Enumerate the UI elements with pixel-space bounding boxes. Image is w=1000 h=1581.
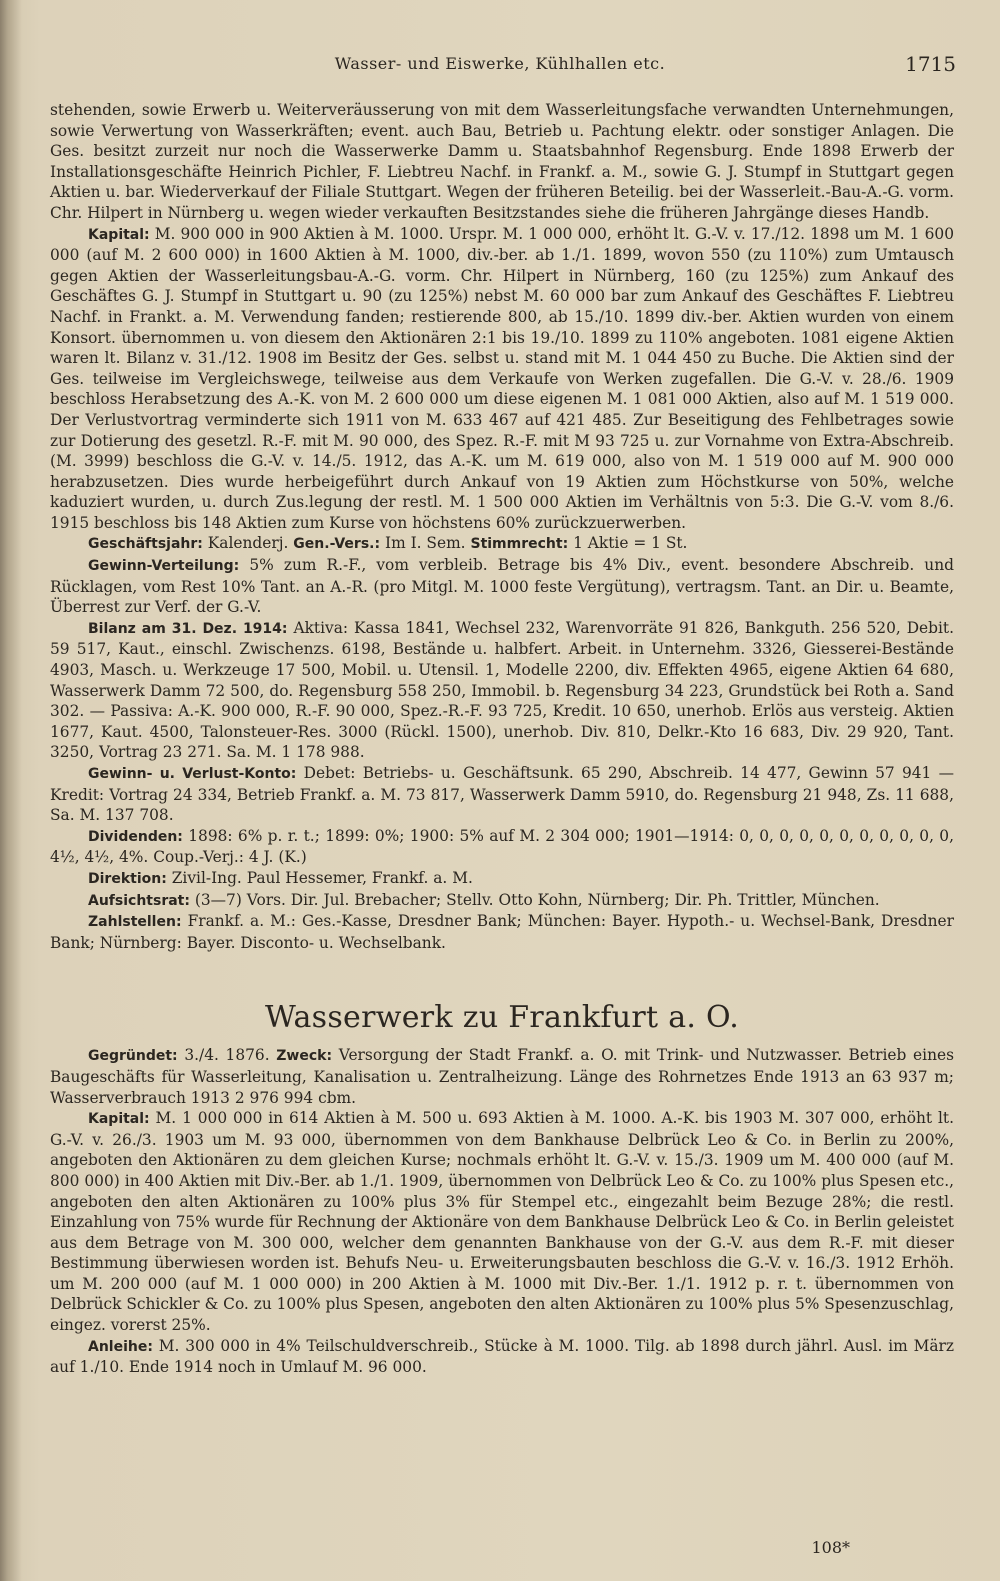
direktion-label: Direktion:: [88, 870, 167, 887]
kapital-text: M. 900 000 in 900 Aktien à M. 1000. Urspr. M. 1 000 000, erhöht lt. G.-V. v. 17./12. 1898 um M. 1 600 000 (auf M. 2 600 000) in 1600 Aktien à M. 1000, div.-ber. ab 1./1. 1899, wovon 550 (zu 110%) zum Umtausch gegen Aktien der Wasserleitungsbau-A.-G. vorm. Chr. Hilpert in Nürnberg, 160 (zu 125%) zum Ankauf des Geschäftes G. J. Stumpf in Stuttgart u. 90 (zu 125%) nebst M. 60 000 bar zum Ankauf des Geschäftes F. Liebtreu Nachf. in Frankt. a. M. Verwendung fanden; restierende 800, ab 15./10. 1899 div.-ber. Aktien wurden von einem Konsort. übernommen u. von diesem den Aktionären 2:1 bis 19./10. 1899 zu 110% angeboten. 1081 eigene Aktien waren lt. Bilanz v. 31./12. 1908 im Besitz der Ges. selbst u. stand mit M. 1 044 450 zu Buche. Die Aktien sind der Ges. teilweise im Vergleichswege, teilweise aus dem Verkaufe von Werken zugefallen. Die G.-V. v. 28./6. 1909 beschloss Herabsetzung des A.-K. von M. 2 600 000 um diese eigenen M. 1 081 000 Aktien, also auf M. 1 519 000. Der Verlustvortrag verminderte sich 1911 von M. 633 467 auf 421 485. Zur Beseitigung des Fehlbetrages sowie zur Dotierung des gesetzl. R.-F. mit M. 90 000, des Spez. R.-F. mit M 93 725 u. zur Vornahme von Extra-Abschreib. (M. 3999) beschloss die G.-V. v. 14./5. 1912, das A.-K. um M. 619 000, also von M. 1 519 000 auf M. 900 000 herabzusetzen. Dies wurde herbeigeführt durch Ankauf von 19 Aktien zum Höchstkurse von 50%, welche kaduziert wurden, u. durch Zus.legung der restl. M. 1 500 000 Aktien im Verhältnis von 5:3. Die G.-V. vom 8./6. 1915 beschloss bis 148 Aktien zum Kurse von höchstens 60% zurückzuerwerben.: [50, 224, 954, 532]
genvers-label: Gen.-Vers.:: [293, 536, 381, 553]
gegruendet-text: 3./4. 1876.: [184, 1046, 270, 1065]
running-title: Wasser- und Eiswerke, Kühlhallen etc.: [334, 54, 666, 73]
gewinn-paragraph: [50, 555, 954, 618]
signature-mark: 108*: [811, 1538, 850, 1557]
gegruendet-paragraph: [50, 1045, 954, 1108]
section1-intro: stehenden, sowie Erwerb u. Weiterveräusserung von mit dem Wasserleitungsfache verwandten Unternehmungen, sowie Verwertung von Wasserkräften; event. auch Bau, Betrieb u. Pachtung elektr. oder sonstiger Anlagen. Die Ges. besitzt zurzeit nur noch die Wasserwerke Damm u. Staatsbahnhof Regensburg. Ende 1898 Erwerb der Installationsgeschäfte Heinrich Pichler, F. Liebtreu Nachf. in Frankf. a. M., sowie G. J. Stumpf in Stuttgart gegen Aktien u. bar. Wiederverkauf der Filiale Stuttgart. Wegen der früheren Beteilig. bei der Wasserleit.-Bau-A.-G. vorm. Chr. Hilpert in Nürnberg u. wegen wieder verkauften Besitzstandes siehe die früheren Jahrgänge dieses Handb.: [50, 101, 954, 222]
dividenden-text: 1898: 6% p. r. t.; 1899: 0%; 1900: 5% auf M. 2 304 000; 1901—1914: 0, 0, 0, 0, 0, 0, 0, 0, 0, 0, 0, 4½, 4½, 4%. Coup.-Verj.: 4 J. (K.): [50, 826, 954, 867]
genvers-text: Im I. Sem.: [385, 534, 466, 553]
gegruendet-label: Gegründet:: [88, 1048, 178, 1065]
kapital2-label: Kapital:: [88, 1111, 150, 1128]
anleihe-paragraph: [50, 1336, 954, 1378]
zahlstellen-text: Frankf. a. M.: Ges.-Kasse, Dresdner Bank; München: Bayer. Hypoth.- u. Wechsel-Bank, Dresdner Bank; Nürnberg: Bayer. Disconto- u. Wechselbank.: [50, 912, 954, 952]
dividenden-label: Dividenden:: [88, 828, 183, 845]
gewinn-label: Gewinn-Verteilung:: [88, 558, 240, 575]
geschaeftsjahr-text: Kalenderj.: [207, 534, 289, 553]
bilanz-label: Bilanz am 31. Dez. 1914:: [88, 620, 288, 637]
dividenden-paragraph: [50, 826, 954, 868]
direktion-paragraph: [50, 868, 954, 890]
geschaeftsjahr-paragraph: [50, 533, 954, 555]
page-body: [50, 100, 954, 1378]
page-header: [40, 54, 960, 84]
stimmrecht-text: 1 Aktie = 1 St.: [573, 534, 688, 553]
guv-paragraph: [50, 763, 954, 826]
kapital-paragraph: [50, 224, 954, 534]
guv-text: Debet: Betriebs- u. Geschäftsunk. 65 290, Abschreib. 14 477, Gewinn 57 941 — Kredit: Vortrag 24 334, Betrieb Frankf. a. M. 73 817, Wasserwerk Damm 5910, do. Regensburg 21 948, Zs. 11 688, Sa. M. 137 708.: [50, 764, 954, 825]
bilanz-text: Aktiva: Kassa 1841, Wechsel 232, Warenvorräte 91 826, Bankguth. 256 520, Debit. 59 517, Kaut., einschl. Zwischenzs. 6198, Bestände u. halbfert. Arbeit. in Unternehm. 3326, Giesserei-Bestände 4903, Masch. u. Werkzeuge 17 500, Mobil. u. Utensil. 1, Modelle 2200, div. Effekten 4965, eigene Aktien 64 680, Wasserwerk Damm 72 500, do. Regensburg 558 250, Immobil. b. Regensburg 34 223, Grundstück bei Roth a. Sand 302. — Passiva: A.-K. 900 000, R.-F. 90 000, Spez.-R.-F. 93 725, Kredit. 10 650, unerhob. Erlös aus versteig. Aktien 1677, Kaut. 4500, Talonsteuer-Res. 3000 (Rückl. 1500), unerhob. Div. 810, Delkr.-Kto 16 683, Div. 29 920, Tant. 3250, Vortrag 23 271. Sa. M. 1 178 988.: [50, 618, 954, 762]
zahlstellen-paragraph: [50, 911, 954, 953]
kapital-label: Kapital:: [88, 226, 150, 243]
aufsichtsrat-paragraph: [50, 890, 954, 912]
page-number: 1715: [905, 52, 956, 76]
page-spine-shadow: [0, 0, 22, 1581]
anleihe-text: M. 300 000 in 4% Teilschuldverschreib., Stücke à M. 1000. Tilg. ab 1898 durch jährl. Ausl. im März auf 1./10. Ende 1914 noch in Umlauf M. 96 000.: [50, 1336, 954, 1377]
aufsichtsrat-text: (3—7) Vors. Dir. Jul. Brebacher; Stellv. Otto Kohn, Nürnberg; Dir. Ph. Trittler, München.: [194, 890, 880, 909]
guv-label: Gewinn- u. Verlust-Konto:: [88, 766, 297, 782]
kapital2-paragraph: [50, 1108, 954, 1336]
anleihe-label: Anleihe:: [88, 1338, 153, 1355]
stimmrecht-label: Stimmrecht:: [470, 536, 569, 553]
bilanz-paragraph: [50, 618, 954, 763]
direktion-text: Zivil-Ing. Paul Hessemer, Frankf. a. M.: [171, 868, 473, 887]
aufsichtsrat-label: Aufsichtsrat:: [88, 892, 190, 909]
gewinn-text: 5% zum R.-F., vom verbleib. Betrage bis 4% Div., event. besondere Abschreib. und Rücklagen, vom Rest 10% Tant. an A.-R. (pro Mitgl. M. 1000 feste Vergütung), vertragsm. Tant. an Dir. u. Beamte, Überrest zur Verf. der G.-V.: [50, 556, 954, 617]
zweck-text: Versorgung der Stadt Frankf. a. O. mit Trink- und Nutzwasser. Betrieb eines Baugeschäfts für Wasserleitung, Kanalisation u. Zentralheizung. Länge des Rohrnetzes Ende 1913 an 63 937 m; Wasserverbrauch 1913 2 976 994 cbm.: [50, 1046, 954, 1107]
kapital2-text: M. 1 000 000 in 614 Aktien à M. 500 u. 693 Aktien à M. 1000. A.-K. bis 1903 M. 307 000, erhöht lt. G.-V. v. 26./3. 1903 um M. 93 000, übernommen von dem Bankhause Delbrück Leo & Co. in Berlin zu 200%, angeboten den Aktionären zu dem gleichen Kurse; nochmals erhöht lt. G.-V. v. 15./3. 1909 um M. 400 000 (auf M. 800 000) in 400 Aktien mit Div.-Ber. ab 1./1. 1909, übernommen von Delbrück Leo & Co. zu 100% plus Spesen etc., angeboten den alten Aktionären zu 100% plus 3% für Stempel etc., eingezahlt beim Bezuge 28%; die restl. Einzahlung von 75% wurde für Rechnung der Aktionäre von dem Bankhause Delbrück Leo & Co. in Berlin geleistet aus dem Betrage von M. 300 000, welcher dem genannten Bankhause von der G.-V. aus dem R.-F. mit dieser Bestimmung überwiesen worden ist. Behufs Neu- u. Erweiterungsbauten beschloss die G.-V. v. 16./3. 1912 Erhöh. um M. 200 000 (auf M. 1 000 000) in 200 Aktien à M. 1000 mit Div.-Ber. 1./1. 1912 p. r. t. übernommen von Delbrück Schickler & Co. zu 100% plus Spesen, angeboten den alten Aktionären zu 100% plus 5% Spesenzuschlag, eingez. vorerst 25%.: [50, 1109, 954, 1335]
section-title-frankfurt-oder: Wasserwerk zu Frankfurt a. O.: [264, 1000, 740, 1036]
geschaeftsjahr-label: Geschäftsjahr:: [88, 536, 203, 553]
zweck-label: Zweck:: [276, 1048, 333, 1065]
zahlstellen-label: Zahlstellen:: [88, 914, 182, 931]
